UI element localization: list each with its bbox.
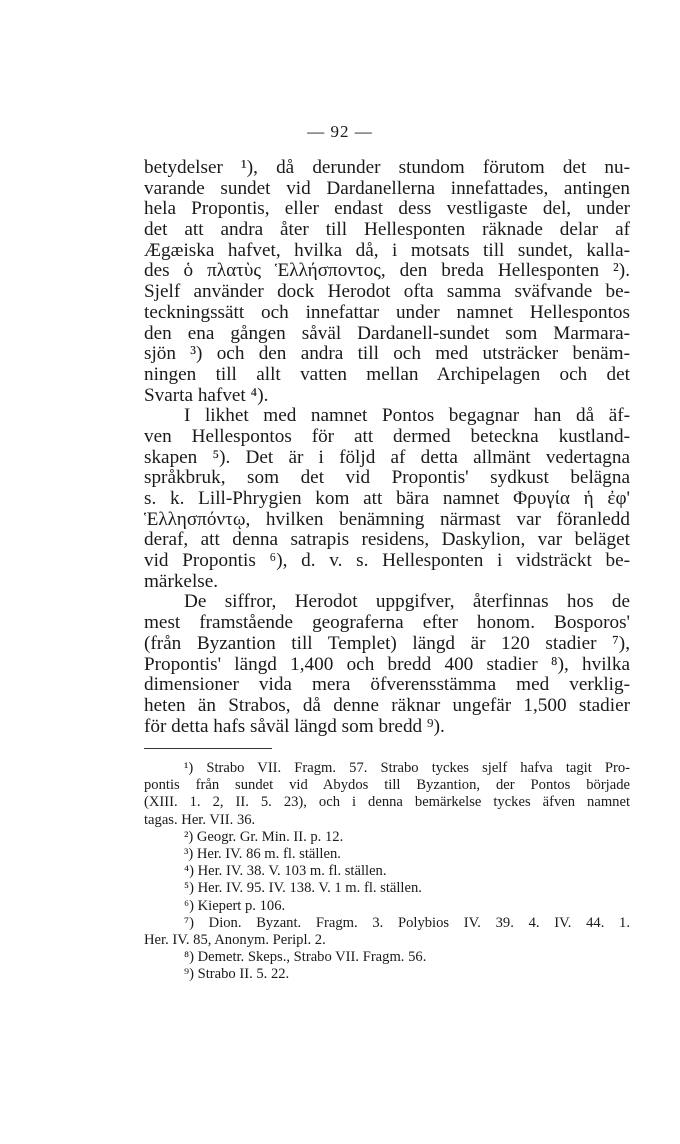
body-line: heten än Strabos, då denne räknar ungefär 1,500 stadier xyxy=(144,694,630,716)
footnote-line: ⁶) Kiepert p. 106. xyxy=(184,897,286,914)
footnote-line: ⁴) Her. IV. 38. V. 103 m. fl. ställen. xyxy=(184,863,387,880)
body-line: språkbruk, som det vid Propontis' sydkust belägna xyxy=(144,467,630,489)
body-line: des ὁ πλατὺς Ἑλλήσποντος, den breda Hellesponten ²). xyxy=(144,260,630,282)
footnote-line: tagas. Her. VII. 36. xyxy=(144,811,256,828)
body-line: sjön ³) och den andra till och med utsträcker benäm- xyxy=(144,343,630,365)
body-line: Ægæiska hafvet, hvilka då, i motsats till sundet, kalla- xyxy=(144,239,630,261)
body-line: varande sundet vid Dardanellerna innefattades, antingen xyxy=(144,177,630,199)
body-line: Sjelf använder dock Herodot ofta samma sväfvande be- xyxy=(144,281,630,303)
footnotes xyxy=(144,760,630,983)
footnote-line: ³) Her. IV. 86 m. fl. ställen. xyxy=(184,845,341,862)
body-text xyxy=(144,158,630,737)
footnote-line: (XIII. 1. 2, II. 5. 23), och i denna bemärkelse tyckes äfven namnet xyxy=(144,794,630,811)
body-line: skapen ⁵). Det är i följd af detta allmänt vedertagna xyxy=(144,446,630,468)
footnote-line: Her. IV. 85, Anonym. Peripl. 2. xyxy=(144,931,326,948)
body-line: den ena gången såväl Dardanell-sundet som Marmara- xyxy=(144,322,630,344)
footnote-line: ²) Geogr. Gr. Min. II. p. 12. xyxy=(184,828,344,845)
footnote-divider xyxy=(144,748,272,749)
body-line: Svarta hafvet ⁴). xyxy=(144,384,269,406)
body-line: hela Propontis, eller endast dess vestligaste del, under xyxy=(144,198,630,220)
body-line: mest framstående geograferna efter honom. Bosporos' xyxy=(144,612,630,634)
body-line: teckningssätt och innefattar under namnet Hellespontos xyxy=(144,301,630,323)
body-line: s. k. Lill-Phrygien kom att bära namnet Φρυγία ἡ ἐφ' xyxy=(144,488,630,509)
body-line: ven Hellespontos för att dermed beteckna kustland- xyxy=(144,425,630,447)
page-number: — 92 — xyxy=(307,122,373,141)
body-line: för detta hafs såväl längd som bredd ⁹). xyxy=(144,715,445,737)
body-line: dimensioner vida mera öfverensstämma med verklig- xyxy=(144,674,630,696)
footnote-line: ⁸) Demetr. Skeps., Strabo VII. Fragm. 56. xyxy=(184,949,427,966)
body-line: Propontis' längd 1,400 och bredd 400 stadier ⁸), hvilka xyxy=(144,653,630,675)
footnote-line: pontis från sundet vid Abydos till Byzantion, der Pontos började xyxy=(144,777,630,794)
footnote-line: ⁹) Strabo II. 5. 22. xyxy=(184,966,290,983)
body-line: I likhet med namnet Pontos begagnar han då äf- xyxy=(184,405,630,427)
body-line: vid Propontis ⁶), d. v. s. Hellesponten i vidsträckt be- xyxy=(144,550,630,572)
footnote-line: ⁵) Her. IV. 95. IV. 138. V. 1 m. fl. ställen. xyxy=(184,880,422,897)
body-line: det att andra åter till Hellesponten räknade delar af xyxy=(144,219,630,241)
body-line: (från Byzantion till Templet) längd är 120 stadier ⁷), xyxy=(144,632,630,654)
body-line: ningen till allt vatten mellan Archipelagen och det xyxy=(144,363,630,385)
body-line: Ἑλλησπόντῳ, hvilken benämning närmast var föranledd xyxy=(144,508,630,530)
body-line: deraf, att denna satrapis residens, Daskylion, var beläget xyxy=(144,529,630,551)
body-line: betydelser ¹), då derunder stundom förutom det nu- xyxy=(144,157,630,178)
body-line: märkelse. xyxy=(144,570,219,592)
footnote-line: ⁷) Dion. Byzant. Fragm. 3. Polybios IV. 39. 4. IV. 44. 1. xyxy=(184,914,630,931)
footnote-line: ¹) Strabo VII. Fragm. 57. Strabo tyckes sjelf hafva tagit Pro- xyxy=(184,760,630,776)
body-line: De siffror, Herodot uppgifver, återfinnas hos de xyxy=(184,591,630,613)
